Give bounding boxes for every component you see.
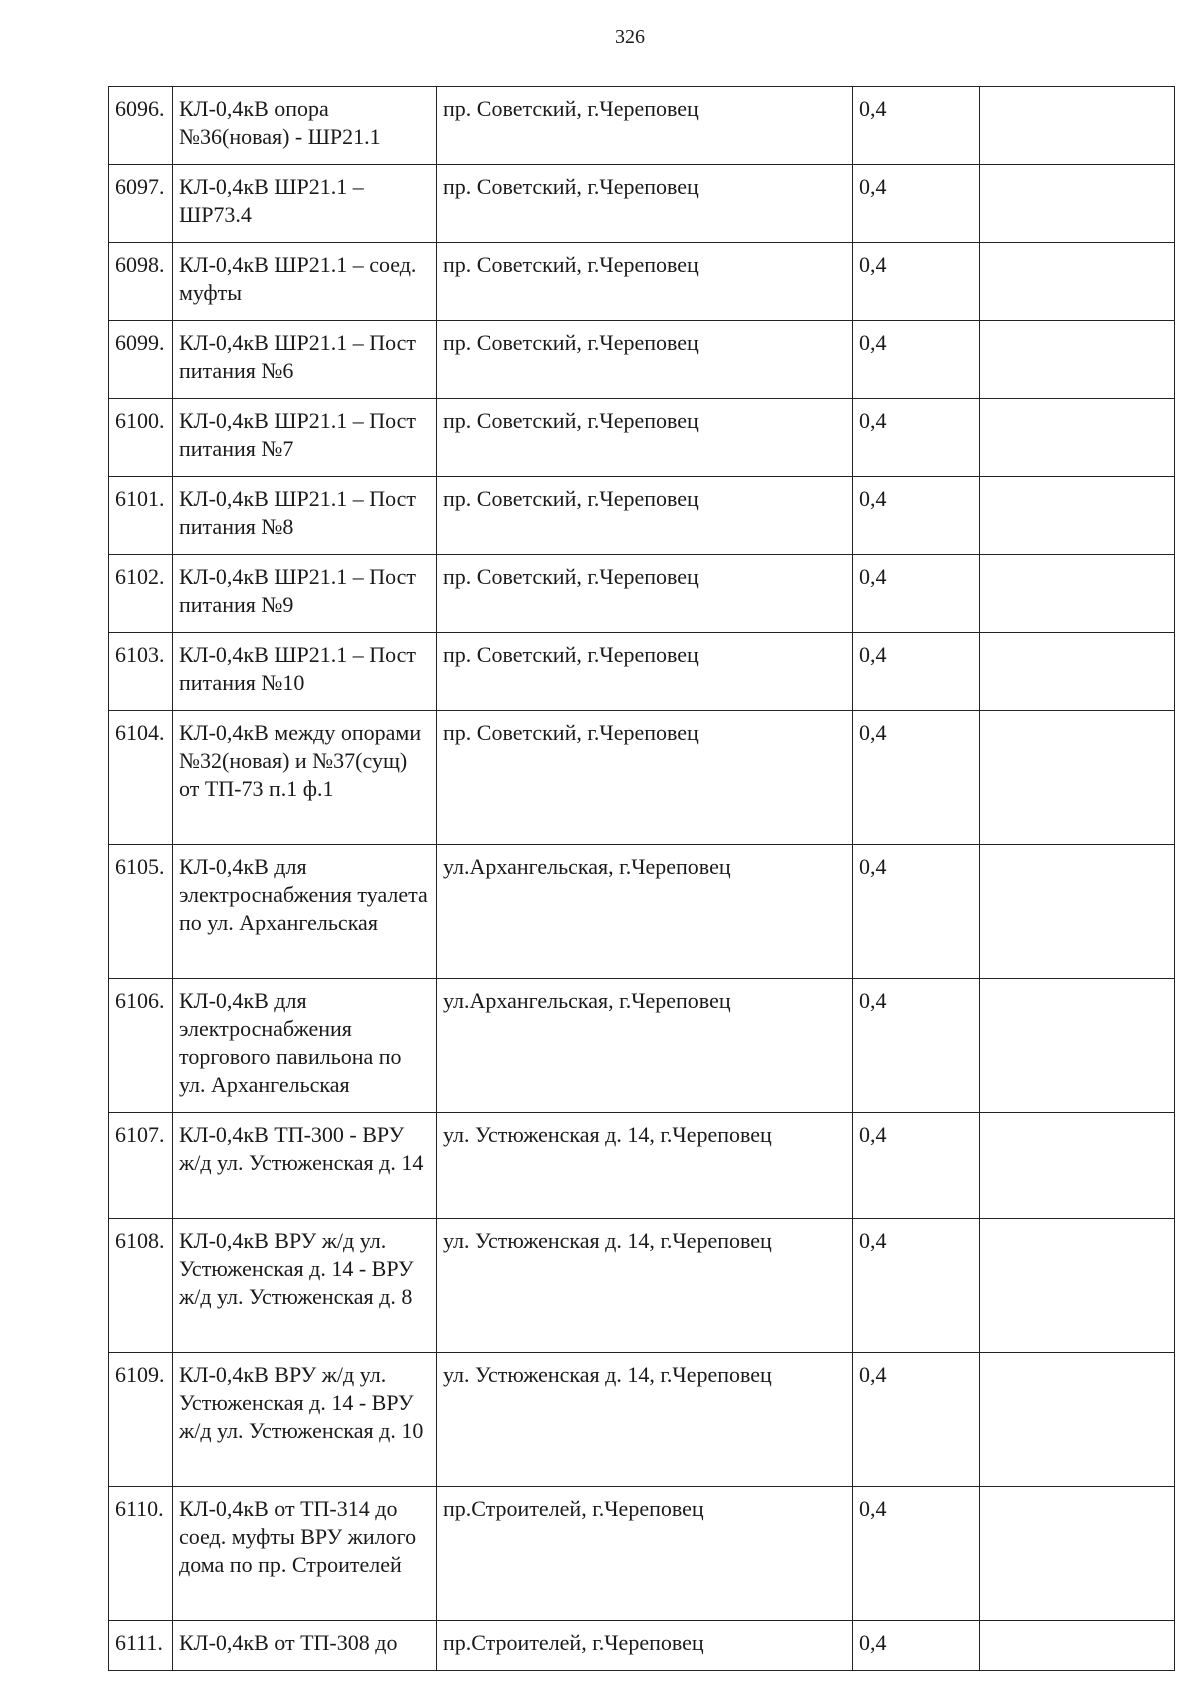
row-number-cell: 6098.	[109, 243, 173, 321]
table-row	[109, 1353, 1175, 1487]
empty-cell	[980, 1353, 1175, 1487]
empty-cell	[980, 477, 1175, 555]
table-row	[109, 243, 1175, 321]
line-name-cell: КЛ-0,4кВ ШР21.1 – Пост питания №10	[173, 633, 437, 711]
table-row	[109, 555, 1175, 633]
voltage-cell: 0,4	[853, 711, 980, 845]
page-number: 326	[615, 26, 645, 48]
row-number-cell: 6107.	[109, 1113, 173, 1219]
address-cell: пр. Советский, г.Череповец	[437, 633, 853, 711]
empty-cell	[980, 243, 1175, 321]
table-row	[109, 633, 1175, 711]
row-number-cell: 6096.	[109, 87, 173, 165]
empty-cell	[980, 399, 1175, 477]
empty-cell	[980, 165, 1175, 243]
empty-cell	[980, 979, 1175, 1113]
row-number-cell: 6101.	[109, 477, 173, 555]
voltage-cell: 0,4	[853, 243, 980, 321]
empty-cell	[980, 845, 1175, 979]
row-number-cell: 6104.	[109, 711, 173, 845]
address-cell: пр. Советский, г.Череповец	[437, 711, 853, 845]
voltage-cell: 0,4	[853, 555, 980, 633]
line-name-cell: КЛ-0,4кВ ШР21.1 – соед. муфты	[173, 243, 437, 321]
table-row	[109, 477, 1175, 555]
row-number-cell: 6106.	[109, 979, 173, 1113]
voltage-cell: 0,4	[853, 1113, 980, 1219]
table-row	[109, 1113, 1175, 1219]
table-row	[109, 845, 1175, 979]
voltage-cell: 0,4	[853, 1219, 980, 1353]
line-name-cell: КЛ-0,4кВ для электроснабжения туалета по ул. Архангельская	[173, 845, 437, 979]
table-row	[109, 399, 1175, 477]
row-number-cell: 6100.	[109, 399, 173, 477]
address-cell: пр. Советский, г.Череповец	[437, 87, 853, 165]
address-cell: пр.Строителей, г.Череповец	[437, 1487, 853, 1621]
line-name-cell: КЛ-0,4кВ от ТП-314 до соед. муфты ВРУ жилого дома по пр. Строителей	[173, 1487, 437, 1621]
address-cell: пр. Советский, г.Череповец	[437, 555, 853, 633]
line-name-cell: КЛ-0,4кВ ВРУ ж/д ул. Устюженская д. 14 - ВРУ ж/д ул. Устюженская д. 8	[173, 1219, 437, 1353]
line-name-cell: КЛ-0,4кВ для электроснабжения торгового павильона по ул. Архангельская	[173, 979, 437, 1113]
empty-cell	[980, 555, 1175, 633]
address-cell: пр.Строителей, г.Череповец	[437, 1621, 853, 1671]
table-row	[109, 1487, 1175, 1621]
table-row	[109, 321, 1175, 399]
voltage-cell: 0,4	[853, 1621, 980, 1671]
empty-cell	[980, 711, 1175, 845]
voltage-cell: 0,4	[853, 1353, 980, 1487]
empty-cell	[980, 633, 1175, 711]
row-number-cell: 6099.	[109, 321, 173, 399]
row-number-cell: 6109.	[109, 1353, 173, 1487]
line-name-cell: КЛ-0,4кВ ВРУ ж/д ул. Устюженская д. 14 - ВРУ ж/д ул. Устюженская д. 10	[173, 1353, 437, 1487]
voltage-cell: 0,4	[853, 165, 980, 243]
address-cell: пр. Советский, г.Череповец	[437, 243, 853, 321]
table-row	[109, 1219, 1175, 1353]
voltage-cell: 0,4	[853, 979, 980, 1113]
empty-cell	[980, 1487, 1175, 1621]
table-row	[109, 711, 1175, 845]
row-number-cell: 6097.	[109, 165, 173, 243]
line-name-cell: КЛ-0,4кВ опора №36(новая) - ШР21.1	[173, 87, 437, 165]
line-name-cell: КЛ-0,4кВ ШР21.1 – ШР73.4	[173, 165, 437, 243]
line-name-cell: КЛ-0,4кВ между опорами №32(новая) и №37(сущ) от ТП-73 п.1 ф.1	[173, 711, 437, 845]
table-row	[109, 87, 1175, 165]
voltage-cell: 0,4	[853, 845, 980, 979]
address-cell: ул. Устюженская д. 14, г.Череповец	[437, 1353, 853, 1487]
row-number-cell: 6108.	[109, 1219, 173, 1353]
empty-cell	[980, 1113, 1175, 1219]
row-number-cell: 6110.	[109, 1487, 173, 1621]
empty-cell	[980, 1219, 1175, 1353]
voltage-cell: 0,4	[853, 87, 980, 165]
address-cell: ул.Архангельская, г.Череповец	[437, 845, 853, 979]
empty-cell	[980, 321, 1175, 399]
empty-cell	[980, 1621, 1175, 1671]
voltage-cell: 0,4	[853, 321, 980, 399]
voltage-cell: 0,4	[853, 477, 980, 555]
line-name-cell: КЛ-0,4кВ ШР21.1 – Пост питания №6	[173, 321, 437, 399]
address-cell: пр. Советский, г.Череповец	[437, 321, 853, 399]
voltage-cell: 0,4	[853, 399, 980, 477]
line-name-cell: КЛ-0,4кВ ТП-300 - ВРУ ж/д ул. Устюженская д. 14	[173, 1113, 437, 1219]
table-row	[109, 1621, 1175, 1671]
address-cell: ул. Устюженская д. 14, г.Череповец	[437, 1113, 853, 1219]
row-number-cell: 6111.	[109, 1621, 173, 1671]
voltage-cell: 0,4	[853, 633, 980, 711]
address-cell: ул. Устюженская д. 14, г.Череповец	[437, 1219, 853, 1353]
row-number-cell: 6105.	[109, 845, 173, 979]
row-number-cell: 6103.	[109, 633, 173, 711]
line-name-cell: КЛ-0,4кВ ШР21.1 – Пост питания №8	[173, 477, 437, 555]
address-cell: пр. Советский, г.Череповец	[437, 165, 853, 243]
address-cell: пр. Советский, г.Череповец	[437, 477, 853, 555]
address-cell: ул.Архангельская, г.Череповец	[437, 979, 853, 1113]
voltage-cell: 0,4	[853, 1487, 980, 1621]
address-cell: пр. Советский, г.Череповец	[437, 399, 853, 477]
empty-cell	[980, 87, 1175, 165]
row-number-cell: 6102.	[109, 555, 173, 633]
table-row	[109, 165, 1175, 243]
table-row	[109, 979, 1175, 1113]
cable-line-registry-table	[108, 86, 1175, 1671]
line-name-cell: КЛ-0,4кВ ШР21.1 – Пост питания №9	[173, 555, 437, 633]
line-name-cell: КЛ-0,4кВ ШР21.1 – Пост питания №7	[173, 399, 437, 477]
line-name-cell: КЛ-0,4кВ от ТП-308 до	[173, 1621, 437, 1671]
